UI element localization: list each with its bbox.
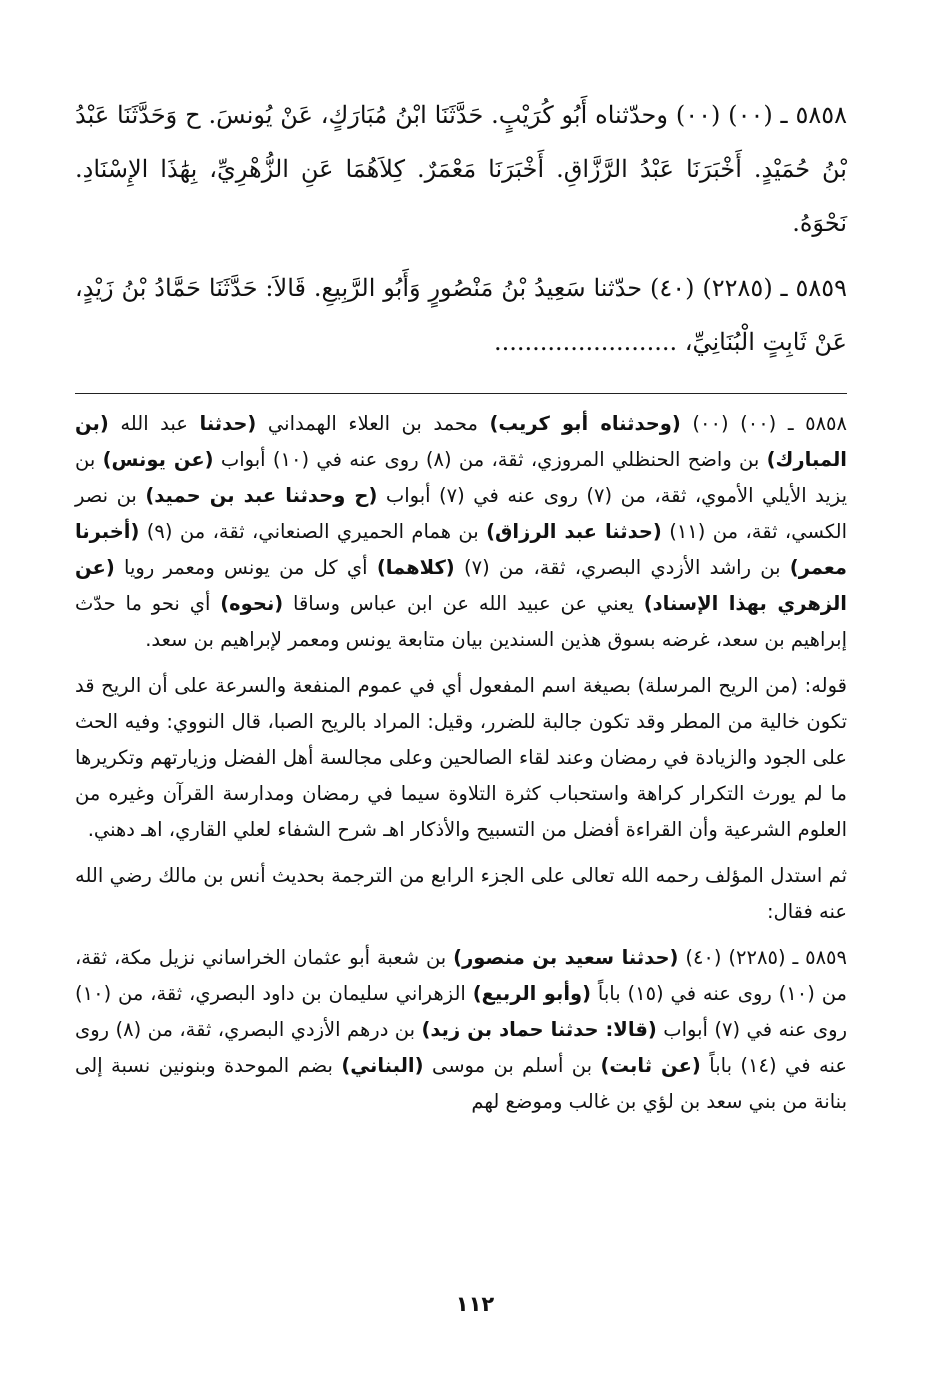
bold-citation: (بن المبارك): [75, 412, 847, 471]
bold-citation: (حدثنا: [199, 412, 257, 435]
hadith-5858: ٥٨٥٨ ـ (٠٠) (٠٠) وحدّثناه أَبُو كُرَيْبٍ. حَدَّثَنَا ابْنُ مُبَارَكٍ، عَنْ يُونسَ. ح وَحَدَّثَنَا عَبْدُ بْنُ حُمَيْدٍ. أَخْبَرَنَا عَبْدُ الرَّزَّاقِ. أَخْبَرَنَا مَعْمَرٌ. كِلاَهُمَا عَنِ الزُّهْرِيِّ، بِهَٰذَا الإِسْنَادِ. نَحْوَهُ.: [75, 101, 848, 237]
commentary-paragraph: قوله: (من الريح المرسلة) بصيغة اسم المفعول أي في عموم المنفعة والسرعة على أن الريح قد تكون خالية من المطر وقد تكون جالبة للضرر، وقيل: المراد بالريح الصبا، قال النووي: وفيه الحث على الجود والزيادة في رمضان وعند لقاء الصالحين وعلى مجالسة أهل الفضل وزيارتهم وتكريرها ما لم يورث التكرار كراهة واستحباب كثرة التلاوة سيما في رمضان ومدارسة القرآن وغيره من العلوم الشرعية وأن القراءة أفضل من التسبيح والأذكار اهـ شرح الشفاء لعلي القاري، اهـ دهني.: [75, 674, 847, 841]
bold-citation: (حدثنا سعيد بن منصور): [453, 946, 679, 969]
bold-citation: (عن ثابت): [600, 1054, 701, 1077]
page-number: ١١٢: [455, 1292, 495, 1316]
commentary-paragraph: ٥٨٥٩ ـ (٢٢٨٥) (٤٠) (حدثنا سعيد بن منصور) بن شعبة أبو عثمان الخراساني نزيل مكة، ثقة، من (١٠) روى عنه في (١٥) باباً (وأبو الربيع) الزهراني سليمان بن داود البصري، ثقة، من (١٠) روى عنه في (٧) أبواب (قالا: حدثنا حماد بن زيد) بن درهم الأزدي البصري، ثقة، من (٨) روى عنه في (١٤) باباً (عن ثابت) بن أسلم بن موسى (البناني) بضم الموحدة وبنونين نسبة إلى بنانة من بني سعد بن لؤي بن غالب وموضع لهم: [75, 946, 848, 1113]
commentary-paragraph: ثم استدل المؤلف رحمه الله تعالى على الجزء الرابع من الترجمة بحديث أنس بن مالك رضي الله عنه فقال:: [75, 864, 847, 923]
bold-citation: (البناني): [341, 1054, 424, 1077]
page-content: [75, 88, 847, 1120]
bold-citation: (عن الزهري بهذا الإسناد): [75, 556, 847, 615]
bold-citation: (قالا: حدثنا حماد بن زيد): [421, 1018, 657, 1041]
bold-citation: (عن يونس): [102, 448, 214, 471]
commentary-paragraph: ٥٨٥٨ ـ (٠٠) (٠٠) (وحدثناه أبو كريب) محمد بن العلاء الهمداني (حدثنا عبد الله (بن المبارك) بن واضح الحنظلي المروزي، ثقة، من (٨) روى عنه في (١٠) أبواب (عن يونس) بن يزيد الأيلي الأموي، ثقة، من (٧) روى عنه في (٧) أبواب (ح وحدثنا عبد بن حميد) بن نصر الكسي، ثقة، من (١١) (حدثنا عبد الرزاق) بن همام الحميري الصنعاني، ثقة، من (٩) (أخبرنا معمر) بن راشد الأزدي البصري، ثقة، من (٧) (كلاهما) أي كل من يونس ومعمر رويا (عن الزهري بهذا الإسناد) يعني عن عبيد الله عن ابن عباس وساقا (نحوه) أي نحو ما حدّث إبراهيم بن سعد، غرضه بسوق هذين السندين بيان متابعة يونس ومعمر لإبراهيم بن سعد.: [75, 412, 848, 651]
bold-citation: (ح وحدثنا عبد بن حميد): [145, 484, 378, 507]
section-divider: [75, 393, 847, 394]
bold-citation: (حدثنا عبد الرزاق): [486, 520, 662, 543]
bold-citation: (وحدثناه أبو كريب): [489, 412, 681, 435]
bold-citation: (وأبو الربيع): [472, 982, 592, 1005]
hadith-text-block: [75, 88, 847, 369]
bold-citation: (نحوه): [220, 592, 284, 615]
commentary-block: [75, 406, 847, 1120]
hadith-5859: ٥٨٥٩ ـ (٢٢٨٥) (٤٠) حدّثنا سَعِيدُ بْنُ مَنْصُورٍ وَأَبُو الرَّبِيعِ. قَالاَ: حَدَّثَنَا حَمَّادُ بْنُ زَيْدٍ، عَنْ ثَابِتٍ الْبُنَانِيِّ، ........................: [75, 274, 848, 356]
bold-citation: (أخبرنا معمر): [75, 520, 847, 579]
bold-citation: (كلاهما): [376, 556, 455, 579]
